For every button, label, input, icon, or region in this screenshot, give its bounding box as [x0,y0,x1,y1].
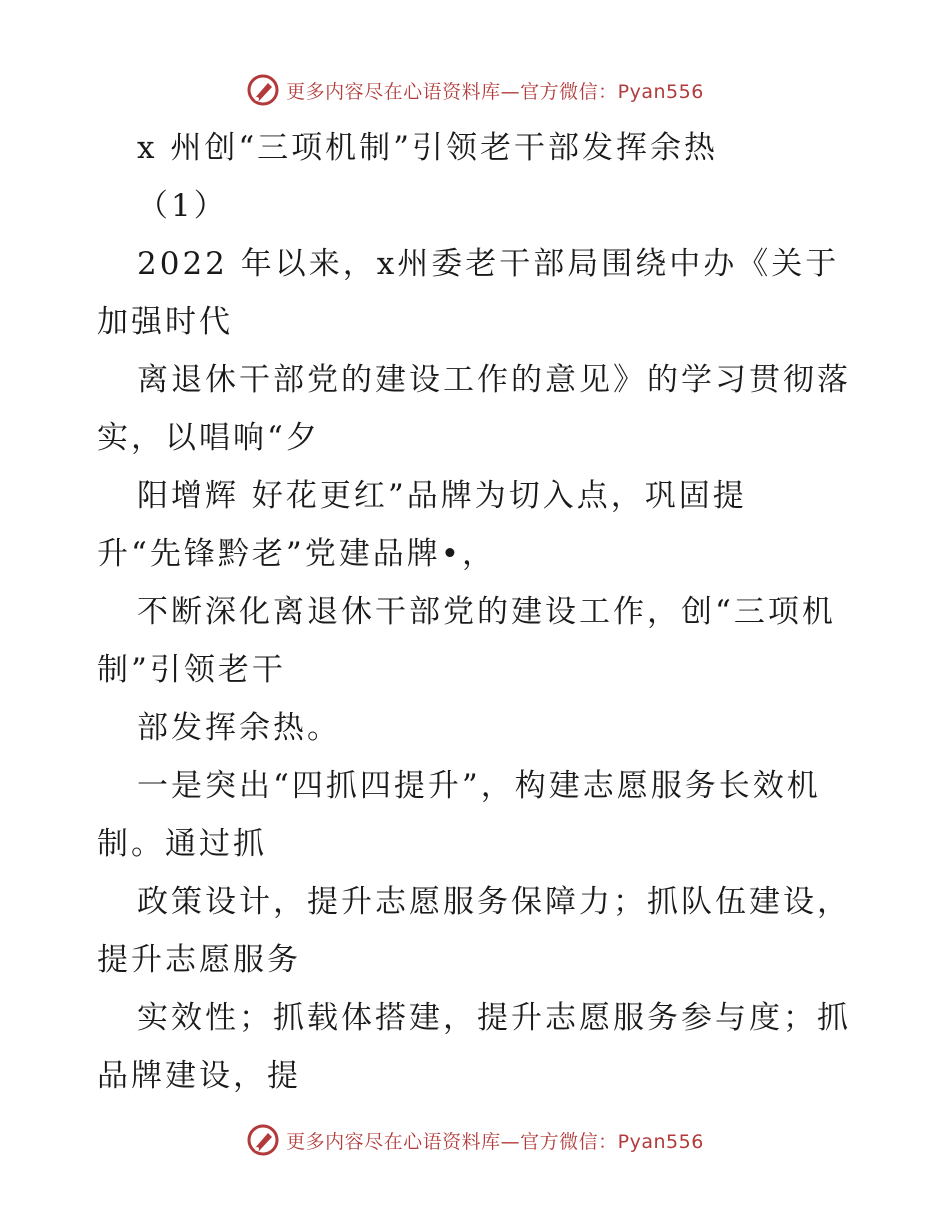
watermark-text: 更多内容尽在心语资料库—官方微信：Pyan556 [286,80,704,103]
paragraph-line: 制”引领老干 [97,652,286,688]
paragraph-line: 阳增辉 好花更红”品牌为切入点，巩固提 [137,478,747,514]
paragraph-line: 提升志愿服务 [97,942,301,978]
paragraph-line: 政策设计，提升志愿服务保障力；抓队伍建设， [137,884,851,920]
paragraph-line: 离退休干部党的建设工作的意见》的学习贯彻落 [137,362,851,398]
watermark-text: 更多内容尽在心语资料库—官方微信：Pyan556 [286,1130,704,1153]
watermark-footer [0,1120,950,1160]
paragraph-line: 品牌建设，提 [97,1058,301,1094]
paragraph-line: 不断深化离退休干部党的建设工作，创“三项机 [137,594,836,630]
paragraph-line: 2022 年以来，x州委老干部局围绕中办《关于 [137,246,840,282]
paragraph-line: 加强时代 [97,304,233,340]
pen-logo-icon [246,1123,280,1157]
paragraph-line: 实效性；抓载体搭建，提升志愿服务参与度；抓 [137,1000,851,1036]
paragraph-line: 升“先锋黔老”党建品牌•， [97,536,496,572]
paragraph-line: 部发挥余热。 [137,710,341,746]
paragraph-line: 一是突出“四抓四提升”，构建志愿服务长效机 [137,768,821,804]
document-subtitle: （1） [137,188,228,224]
paragraph-line: 实，以唱响“夕 [97,420,320,456]
paragraph-line: 制。通过抓 [97,826,267,862]
document-title: x 州创“三项机制”引领老干部发挥余热 [137,130,719,166]
